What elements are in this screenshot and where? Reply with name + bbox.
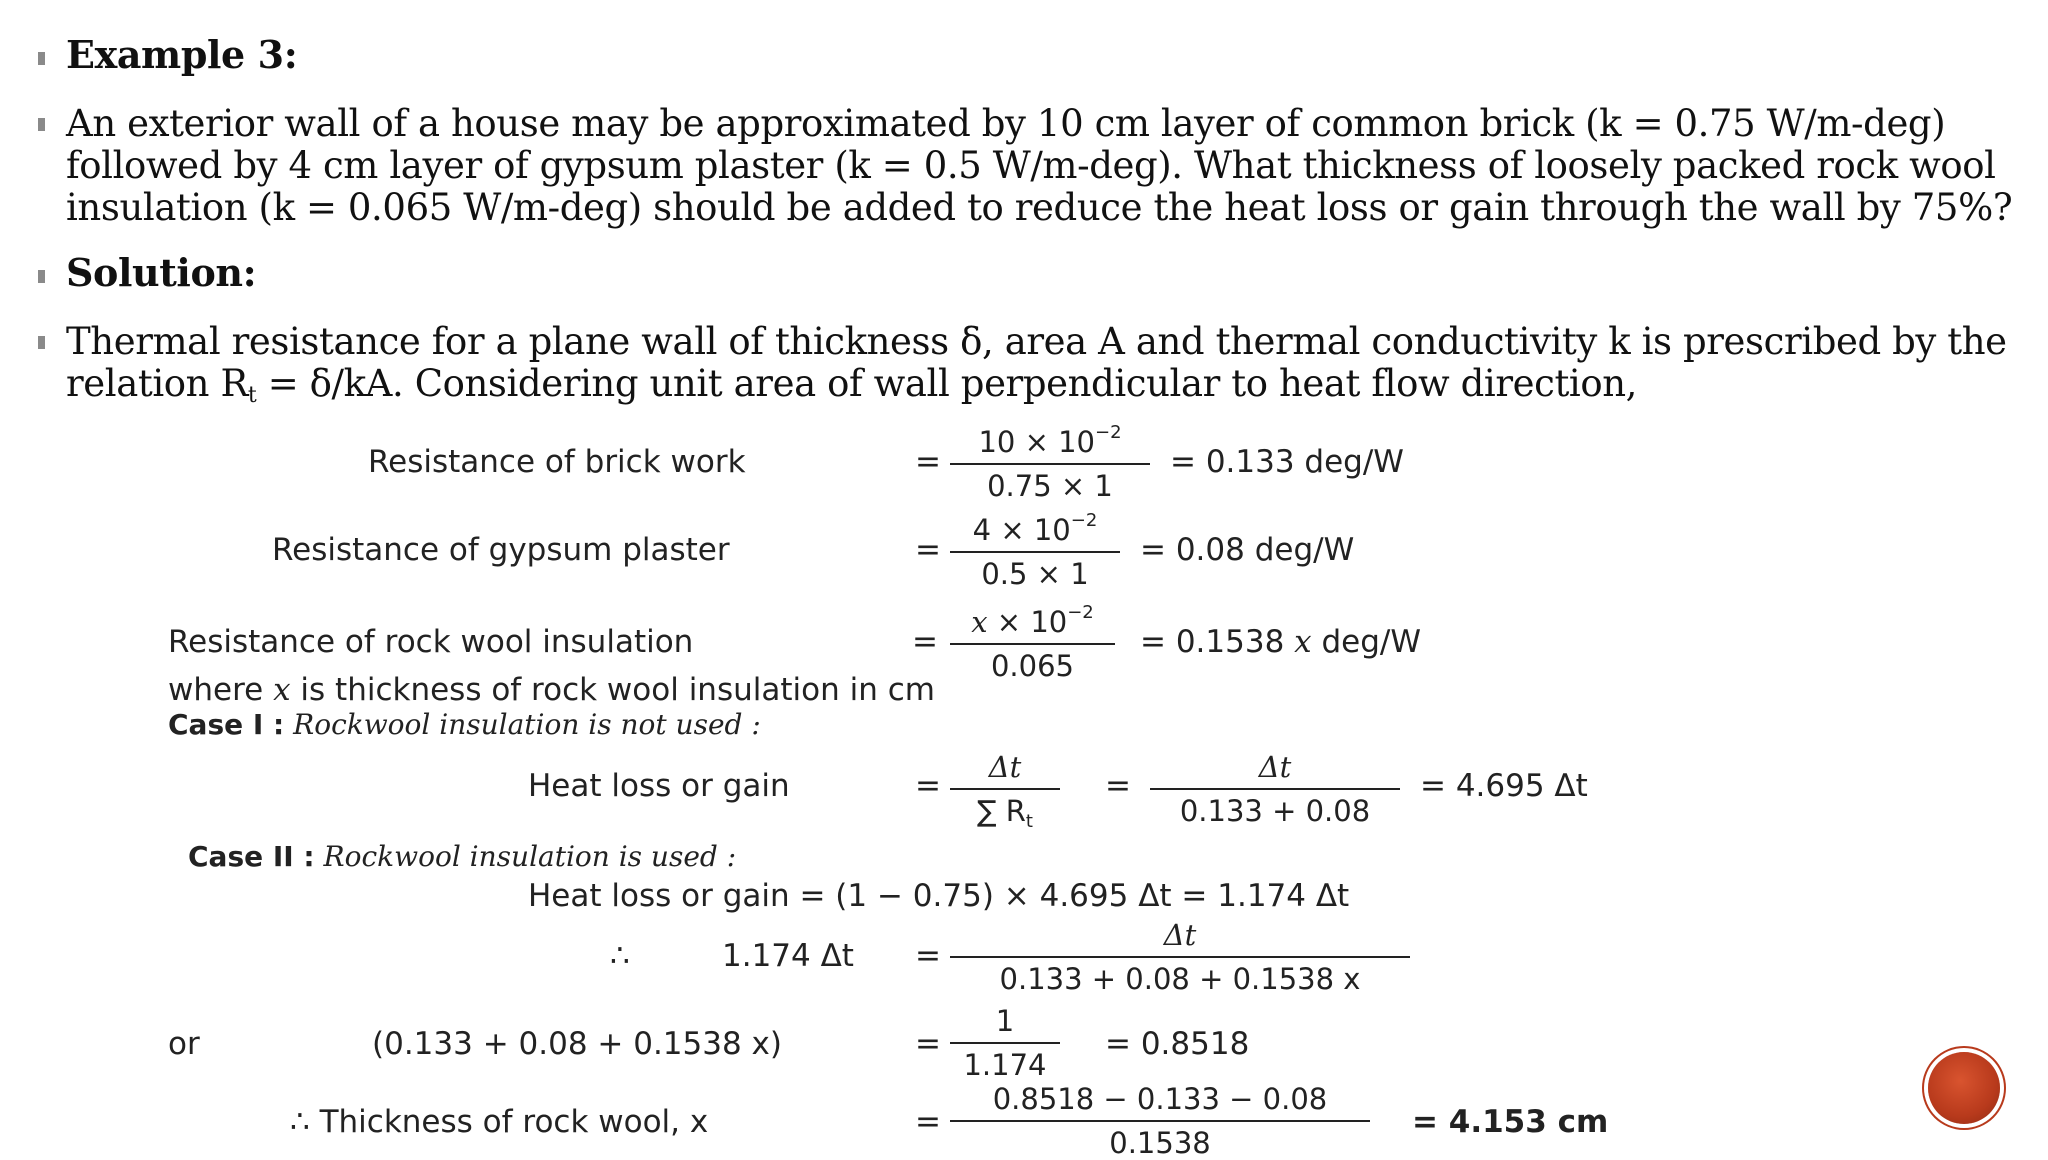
solution-intro-part2: = δ/kA. Considering unit area of wall perpendicular to heat flow direction, — [256, 362, 1638, 405]
or-result: = 0.8518 — [1105, 1026, 1250, 1062]
case1-fraction-1 — [950, 750, 1060, 832]
brick-fraction — [950, 422, 1150, 503]
therefore-equals: = — [915, 938, 941, 974]
bullet-marker — [38, 52, 45, 65]
case1-denominator-1: ∑ $R_t$ — [950, 788, 1060, 832]
bullet-marker — [38, 270, 45, 283]
solution-heading: Solution: — [66, 250, 257, 295]
gypsum-equals: = — [915, 532, 941, 568]
gypsum-fraction — [950, 510, 1120, 591]
solution-intro-part1: Thermal resistance for a plane wall of thickness δ, area A and thermal conductivity k is prescribed by the relation R — [66, 320, 2007, 405]
gypsum-numerator: $4 \times 10^{-2}$ — [972, 510, 1098, 547]
decorative-circle-icon — [1928, 1052, 2000, 1124]
case1-equals: = — [915, 768, 941, 804]
gypsum-result: = 0.08 deg/W — [1140, 532, 1355, 568]
final-fraction — [950, 1082, 1370, 1160]
bullet-marker — [38, 118, 45, 131]
case1-numerator-1: Δt — [988, 750, 1022, 784]
final-result: = 4.153 cm — [1412, 1104, 1609, 1140]
brick-numerator: $10 \times 10^{-2}$ — [978, 422, 1122, 459]
case1-numerator-2: Δt — [1258, 750, 1292, 784]
therefore-symbol: ∴ — [610, 938, 630, 974]
or-lhs: (0.133 + 0.08 + 0.1538 x) — [372, 1026, 782, 1062]
brick-equals: = — [915, 444, 941, 480]
case1-denominator-2: 0.133 + 0.08 — [1150, 788, 1400, 828]
bullet-marker — [38, 336, 45, 349]
rockwool-equals: = — [912, 624, 938, 660]
rockwool-label: Resistance of rock wool insulation — [168, 624, 694, 660]
equation-scan — [150, 410, 1710, 1160]
case2-heading: Case II : Rockwool insulation is used : — [188, 840, 737, 873]
or-label: or — [168, 1026, 200, 1062]
case1-heading: Case I : Rockwool insulation is not used : — [168, 708, 761, 741]
gypsum-label: Resistance of gypsum plaster — [272, 532, 730, 568]
rockwool-result: = 0.1538 x deg/W — [1140, 624, 1422, 660]
problem-text: An exterior wall of a house may be approximated by 10 cm layer of common brick (k = 0.75 W/m-deg) followed by 4 cm layer of gypsum plaster (k = 0.5 W/m-deg). What thickness of loosely packed rock wool insulation (k = 0.065 W/m-deg) should be added to reduce the heat loss or gain through the wall by 75%? — [66, 102, 2013, 229]
final-numerator: 0.8518 − 0.133 − 0.08 — [992, 1082, 1328, 1116]
where-line: where x is thickness of rock wool insulation in cm — [168, 672, 935, 708]
gypsum-denominator: 0.5 × 1 — [950, 551, 1120, 591]
final-lhs: ∴ Thickness of rock wool, x — [290, 1104, 709, 1140]
case1-equals-2: = — [1105, 768, 1131, 804]
brick-label: Resistance of brick work — [368, 444, 746, 480]
case2-line: Heat loss or gain = (1 − 0.75) × 4.695 Δt = 1.174 Δt — [528, 878, 1350, 914]
solution-intro — [66, 321, 2036, 417]
or-equals: = — [915, 1026, 941, 1062]
therefore-fraction — [950, 918, 1410, 996]
or-fraction — [950, 1004, 1060, 1082]
case1-label: Heat loss or gain — [528, 768, 790, 804]
or-numerator: 1 — [995, 1004, 1015, 1038]
example-heading: Example 3: — [66, 32, 298, 77]
therefore-denominator: 0.133 + 0.08 + 0.1538 x — [950, 956, 1410, 996]
rockwool-numerator: $x \times 10^{-2}$ — [971, 602, 1094, 639]
final-denominator: 0.1538 — [950, 1120, 1370, 1160]
brick-denominator: 0.75 × 1 — [950, 463, 1150, 503]
or-denominator: 1.174 — [950, 1042, 1060, 1082]
therefore-numerator: Δt — [1163, 918, 1197, 952]
brick-result: = 0.133 deg/W — [1170, 444, 1404, 480]
final-equals: = — [915, 1104, 941, 1140]
therefore-lhs: 1.174 Δt — [722, 938, 854, 974]
rockwool-denominator: 0.065 — [950, 643, 1115, 683]
rockwool-fraction — [950, 602, 1115, 683]
solution-intro-subscript: t — [247, 383, 257, 408]
case1-result: = 4.695 Δt — [1420, 768, 1588, 804]
case1-fraction-2 — [1150, 750, 1400, 828]
